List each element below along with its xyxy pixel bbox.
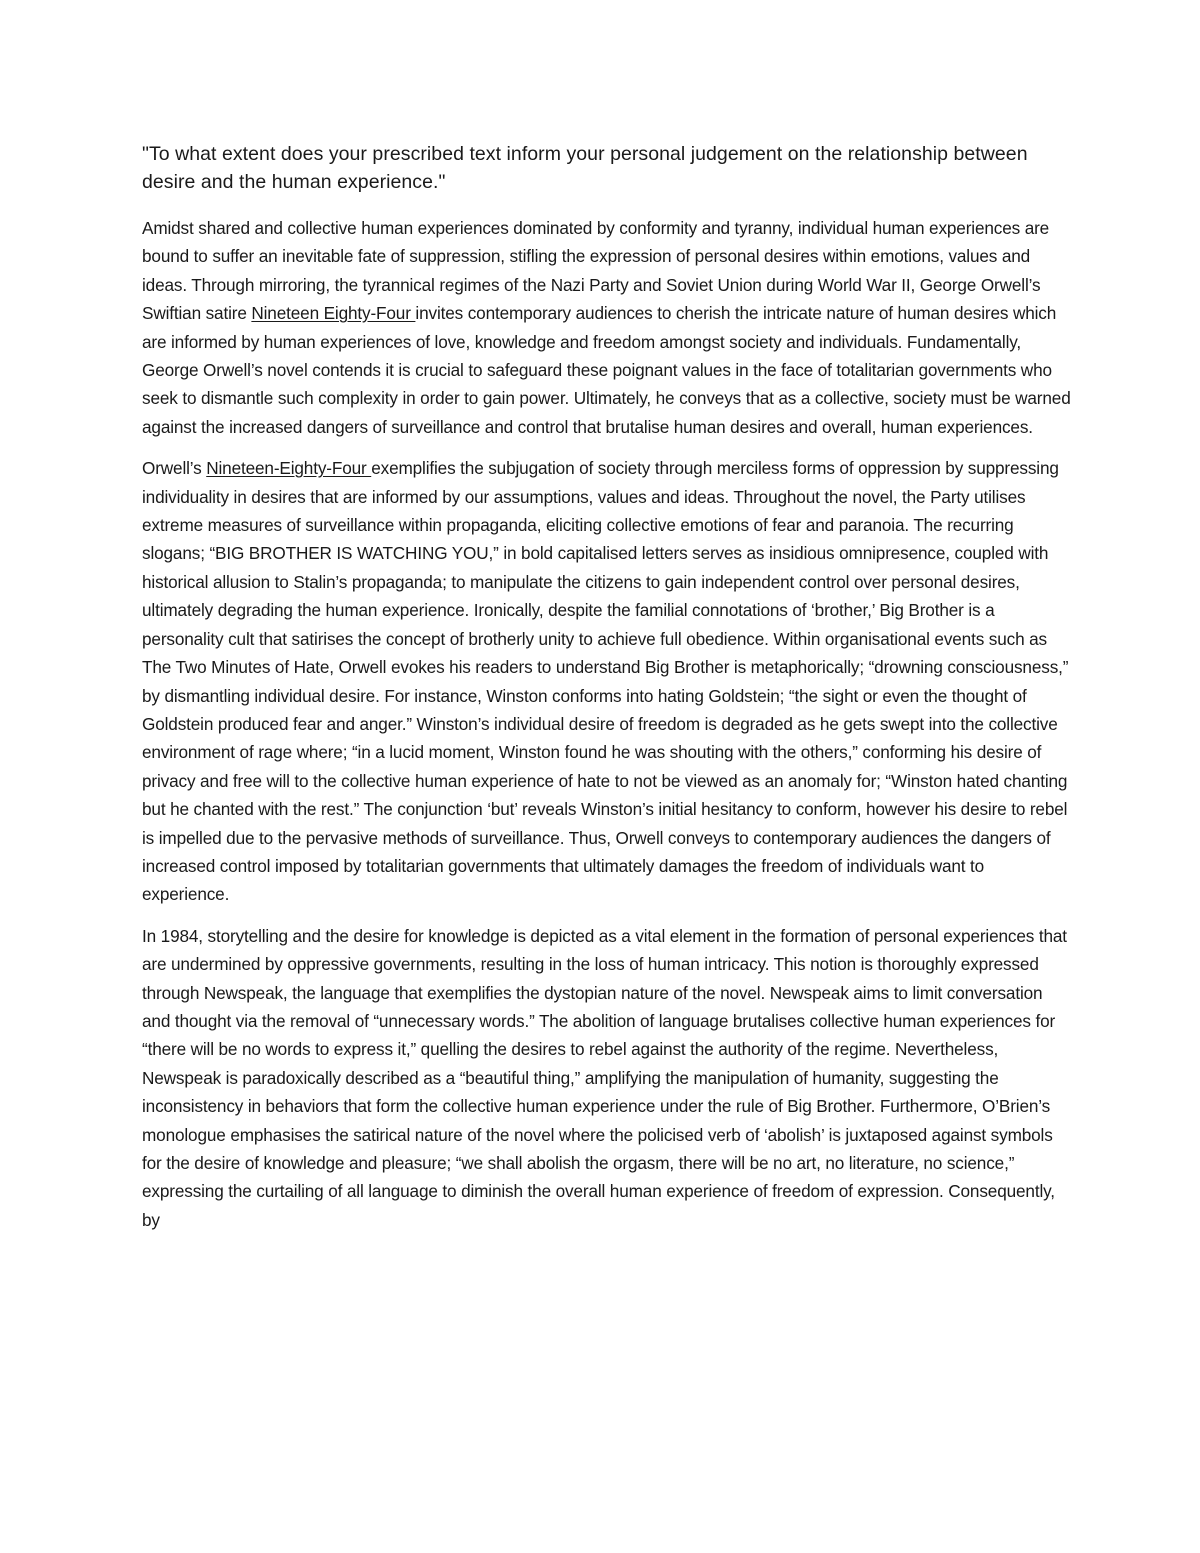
document-body bbox=[142, 140, 1072, 1247]
paragraph-introduction bbox=[142, 214, 1072, 441]
paragraph-text: exemplifies the subjugation of society through merciless forms of oppression by suppressing individuality in desires that are informed by our assumptions, values and ideas. Throughout the novel, the Party utilises extreme measures of surveillance within propaganda, eliciting collective emotions of fear and paranoia. The recurring slogans; “BIG BROTHER IS WATCHING YOU,” in bold capitalised letters serves as insidious omnipresence, coupled with historical allusion to Stalin’s propaganda; to manipulate the citizens to gain independent control over personal desires, ultimately degrading the human experience. Ironically, despite the familial connotations of ‘brother,’ Big Brother is a personality cult that satirises the concept of brotherly unity to achieve full obedience. Within organisational events such as The Two Minutes of Hate, Orwell evokes his readers to understand Big Brother is metaphorically; “drowning consciousness,” by dismantling individual desire. For instance, Winston conforms into hating Goldstein; “the sight or even the thought of Goldstein produced fear and anger.” Winston’s individual desire of freedom is degraded as he gets swept into the collective environment of rage where; “in a lucid moment, Winston found he was shouting with the others,” conforming his desire of privacy and free will to the collective human experience of hate to not be viewed as an anomaly for; “Winston hated chanting but he chanted with the rest.” The conjunction ‘but’ reveals Winston’s initial hesitancy to conform, however his desire to rebel is impelled due to the pervasive methods of surveillance. Thus, Orwell conveys to contemporary audiences the dangers of increased control imposed by totalitarian governments that ultimately damages the freedom of individuals want to experience. bbox=[142, 458, 1069, 905]
novel-title: Nineteen-Eighty-Four bbox=[206, 458, 372, 479]
paragraph-body-1 bbox=[142, 454, 1072, 909]
paragraph-text: invites contemporary audiences to cherish the intricate nature of human desires which are informed by human experiences of love, knowledge and freedom amongst society and individuals. Fundamentally, George Orwell’s novel contends it is crucial to safeguard these poignant values in the face of totalitarian governments who seek to dismantle such complexity in order to gain power. Ultimately, he conveys that as a collective, society must be warned against the increased dangers of surveillance and control that brutalise human desires and overall, human experiences. bbox=[142, 303, 1071, 437]
paragraph-body-2: In 1984, storytelling and the desire for knowledge is depicted as a vital element in the formation of personal experiences that are undermined by oppressive governments, resulting in the loss of human intricacy. This notion is thoroughly expressed through Newspeak, the language that exemplifies the dystopian nature of the novel. Newspeak aims to limit conversation and thought via the removal of “unnecessary words.” The abolition of language brutalises collective human experiences for “there will be no words to express it,” quelling the desires to rebel against the authority of the regime. Nevertheless, Newspeak is paradoxically described as a “beautiful thing,” amplifying the manipulation of humanity, suggesting the inconsistency in behaviors that form the collective human experience under the rule of Big Brother. Furthermore, O’Brien’s monologue emphasises the satirical nature of the novel where the policised verb of ‘abolish’ is juxtaposed against symbols for the desire of knowledge and pleasure; “we shall abolish the orgasm, there will be no art, no literature, no science,” expressing the curtailing of all language to diminish the overall human experience of freedom of expression. Consequently, by bbox=[142, 925, 1067, 1230]
paragraph-text: Amidst shared and collective human experiences dominated by conformity and tyranny, individual human experiences are bound to suffer an inevitable fate of suppression, stifling the expression of personal desires within emotions, values and ideas. Through mirroring, the tyrannical regimes of the Nazi Party and Soviet Union during World War II, George Orwell’s Swiftian satire bbox=[142, 218, 1050, 324]
paragraph-text: Orwell’s bbox=[142, 458, 207, 479]
novel-title: Nineteen Eighty-Four bbox=[251, 303, 416, 324]
essay-question: "To what extent does your prescribed text inform your personal judgement on the relationship between desire and the human experience." bbox=[142, 143, 1028, 193]
